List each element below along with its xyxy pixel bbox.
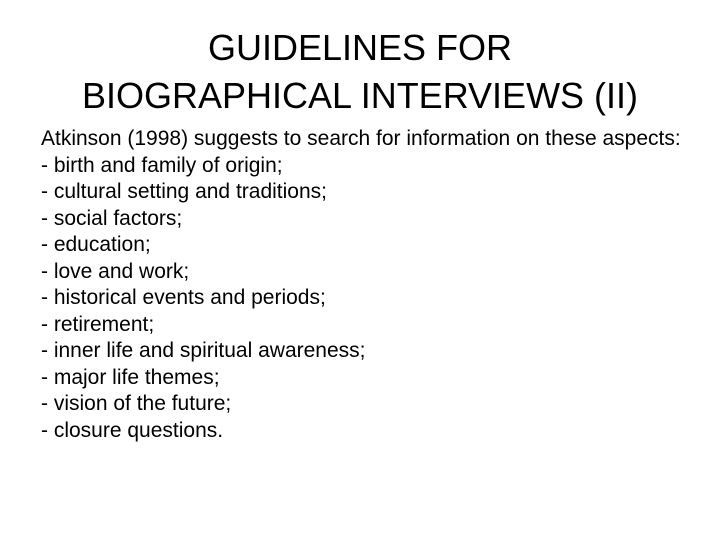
list-item-text: inner life and spiritual awareness; bbox=[53, 339, 366, 362]
slide-title-line-2: BIOGRAPHICAL INTERVIEWS (II) bbox=[81, 75, 639, 116]
list-item bbox=[41, 312, 691, 339]
list-item bbox=[41, 179, 691, 206]
list-item-text: birth and family of origin; bbox=[53, 153, 283, 177]
dash-marker: - bbox=[41, 206, 54, 230]
dash-marker: - bbox=[41, 286, 54, 309]
dash-marker: - bbox=[41, 418, 54, 442]
list-item bbox=[41, 365, 691, 392]
list-item bbox=[41, 418, 691, 445]
dash-marker: - bbox=[41, 233, 54, 256]
dash-marker: - bbox=[41, 153, 54, 177]
slide-title bbox=[0, 24, 720, 120]
list-item-text: social factors; bbox=[53, 206, 183, 230]
list-item-text: love and work; bbox=[53, 259, 190, 283]
slide-body bbox=[41, 126, 691, 444]
intro-text: Atkinson (1998) suggests to search for information on these aspects: bbox=[41, 127, 681, 150]
list-item bbox=[41, 391, 691, 418]
aspects-list bbox=[41, 153, 691, 445]
dash-marker: - bbox=[41, 259, 54, 283]
list-item bbox=[41, 232, 691, 259]
list-item-text: retirement; bbox=[53, 312, 155, 336]
dash-marker: - bbox=[41, 339, 54, 362]
list-item bbox=[41, 206, 691, 233]
slide-title-line-1: GUIDELINES FOR bbox=[207, 27, 513, 68]
list-item bbox=[41, 259, 691, 286]
list-item-text: education; bbox=[53, 233, 151, 256]
list-item-text: historical events and periods; bbox=[53, 286, 326, 309]
list-item-text: major life themes; bbox=[53, 365, 220, 389]
list-item bbox=[41, 285, 691, 312]
dash-marker: - bbox=[41, 180, 54, 203]
list-item-text: cultural setting and traditions; bbox=[53, 180, 327, 203]
dash-marker: - bbox=[41, 312, 54, 336]
list-item bbox=[41, 338, 691, 365]
dash-marker: - bbox=[41, 365, 54, 389]
list-item bbox=[41, 153, 691, 180]
list-item-text: vision of the future; bbox=[53, 392, 232, 415]
dash-marker: - bbox=[41, 392, 54, 415]
list-item-text: closure questions. bbox=[53, 418, 224, 442]
